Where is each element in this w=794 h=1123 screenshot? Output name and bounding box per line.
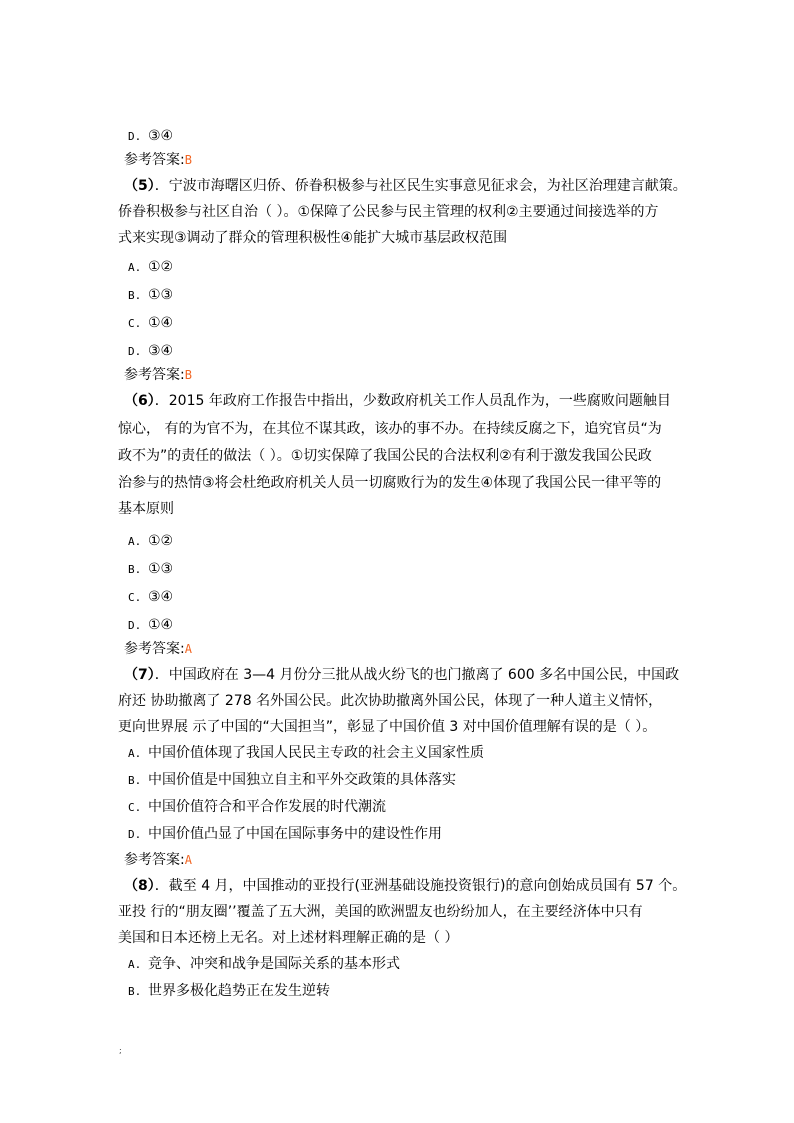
option-text: 中国价值体现了我国人民民主专政的社会主义国家性质: [148, 745, 484, 761]
option-letter: A.: [128, 261, 142, 274]
stem-line: ．2015 年政府工作报告中指出，少数政府机关工作人员乱作为，一些腐败问题触目: [154, 393, 671, 409]
option-letter: D.: [128, 828, 142, 841]
answer-label: 参考答案:: [124, 152, 185, 168]
option-letter: D.: [128, 130, 142, 143]
option-text: 竞争、冲突和战争是国际关系的基本形式: [148, 956, 400, 972]
option-letter: B.: [128, 985, 142, 998]
option-letter: B.: [128, 774, 142, 787]
option-d: [128, 127, 173, 146]
option-d: [128, 342, 173, 361]
option-text: ①④: [148, 315, 174, 331]
option-text: ①②: [148, 259, 174, 275]
answer-line: [124, 366, 192, 384]
stem-line: 惊心， 有的为官不为，在其位不谋其政，该办的事不办。在持续反腐之下，追究官员“为: [118, 421, 662, 437]
option-text: 中国价值符合和平合作发展的时代潮流: [148, 799, 386, 815]
option-letter: A.: [128, 535, 142, 548]
footer-mark: ;: [119, 1046, 122, 1055]
option-a: [128, 532, 173, 551]
answer-label: 参考答案:: [124, 852, 185, 868]
stem-line: ．截至 4 月，中国推动的亚投行(亚洲基础设施投资银行)的意向创始成员国有 57 个。: [154, 878, 687, 894]
answer-value: A: [184, 853, 192, 867]
option-text: ①③: [148, 287, 174, 303]
stem-line: 亚投 行的“朋友圈’’覆盖了五大洲，美国的欧洲盟友也纷纷加人，在主要经济体中只有: [118, 904, 643, 920]
option-c: [128, 798, 386, 817]
option-b: [128, 286, 173, 305]
question-6-stem: [124, 392, 671, 410]
option-text: ①④: [148, 617, 174, 633]
stem-line: 侨眷积极参与社区自治（ ）。①保障了公民参与民主管理的权利②主要通过间接选举的方: [118, 204, 659, 220]
option-text: 世界多极化趋势正在发生逆转: [148, 983, 330, 999]
answer-line: [124, 851, 192, 869]
option-d: [128, 616, 173, 635]
answer-line: [124, 151, 192, 169]
option-c: [128, 588, 173, 607]
option-letter: C.: [128, 317, 142, 330]
stem-line: ．宁波市海曙区归侨、侨眷积极参与社区民生实事意见征求会，为社区治理建言献策。: [154, 178, 687, 194]
option-a: [128, 744, 484, 763]
option-a: [128, 258, 173, 277]
question-5-stem: [124, 177, 687, 195]
option-text: 中国价值是中国独立自主和平外交政策的具体落实: [148, 772, 456, 788]
answer-label: 参考答案:: [124, 367, 185, 383]
option-c: [128, 314, 173, 333]
answer-value: B: [184, 368, 192, 382]
question-number: （5）: [124, 178, 155, 194]
option-letter: D.: [128, 619, 142, 632]
option-text: ③④: [148, 589, 174, 605]
option-letter: A.: [128, 958, 142, 971]
answer-value: B: [184, 153, 192, 167]
option-letter: B.: [128, 563, 142, 576]
stem-line: 政不为”的责任的做法（ ）。①切实保障了我国公民的合法权利②有利于激发我国公民政: [118, 448, 652, 464]
option-letter: C.: [128, 591, 142, 604]
option-letter: B.: [128, 289, 142, 302]
option-text: ①②: [148, 533, 174, 549]
stem-line: 府还 协助撤离了 278 名外国公民。此次协助撤离外国公民，体现了一种人道主义情怀，: [118, 693, 663, 709]
stem-line: 更向世界展 示了中国的“大国担当”，彰显了中国价值 3 对中国价值理解有误的是（ ）。: [118, 719, 657, 735]
question-number: （8）: [124, 878, 155, 894]
answer-value: A: [184, 642, 192, 656]
option-text: 中国价值凸显了中国在国际事务中的建设性作用: [148, 826, 442, 842]
option-a: [128, 955, 400, 974]
option-text: ③④: [148, 128, 174, 144]
option-letter: D.: [128, 345, 142, 358]
option-letter: C.: [128, 801, 142, 814]
answer-line: [124, 640, 192, 658]
stem-line: 美国和日本还榜上无名。对上述材料理解正确的是（ ）: [118, 930, 459, 946]
question-7-stem: [124, 666, 679, 684]
option-b: [128, 771, 456, 790]
stem-line: 治参与的热情③将会杜绝政府机关人员一切腐败行为的发生④体现了我国公民一律平等的: [118, 475, 662, 491]
option-b: [128, 982, 330, 1001]
stem-line: ．中国政府在 3—4 月份分三批从战火纷飞的也门撤离了 600 多名中国公民，中国政: [154, 667, 680, 683]
question-number: （6）: [124, 393, 155, 409]
option-b: [128, 560, 173, 579]
stem-line: 基本原则: [118, 501, 174, 517]
stem-line: 式来实现③调动了群众的管理积极性④能扩大城市基层政权范围: [118, 230, 508, 246]
answer-label: 参考答案:: [124, 641, 185, 657]
question-number: （7）: [124, 667, 155, 683]
option-text: ①③: [148, 561, 174, 577]
option-letter: A.: [128, 747, 142, 760]
option-d: [128, 825, 442, 844]
option-text: ③④: [148, 343, 174, 359]
question-8-stem: [124, 877, 686, 895]
